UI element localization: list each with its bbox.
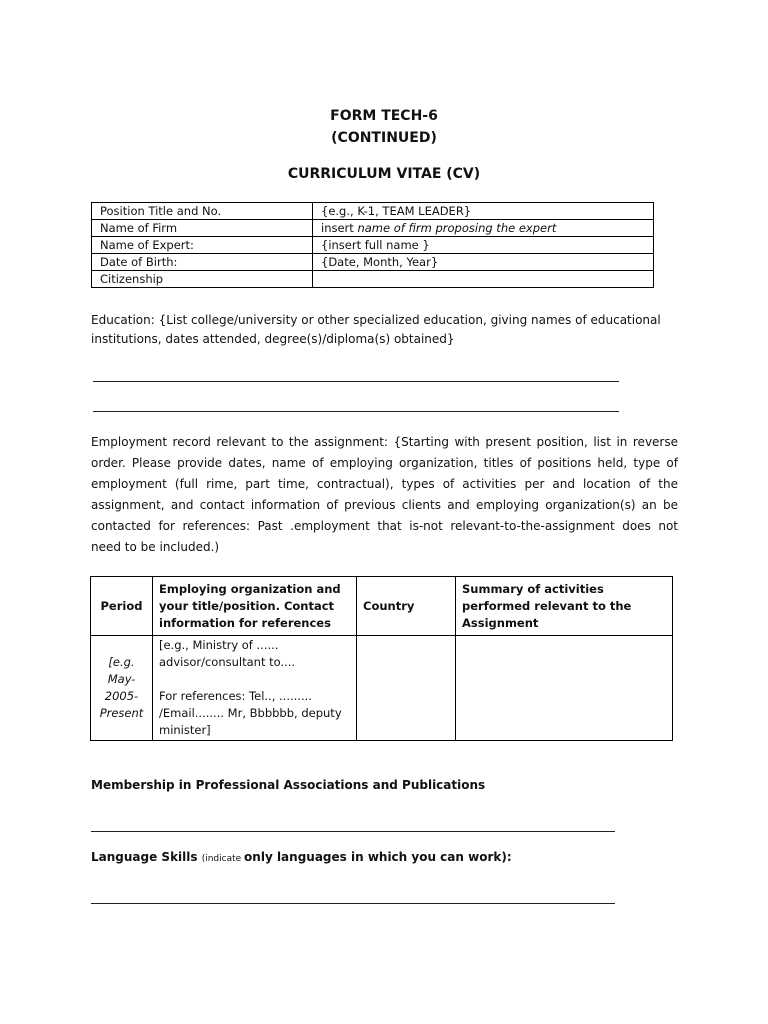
table-row [92,271,654,288]
summary-header: Summary of activities performed relevant to the Assignment [456,577,673,636]
summary-cell[interactable] [456,636,673,741]
employment-table [90,576,673,741]
membership-line[interactable] [91,831,615,832]
citizenship-label: Citizenship [92,271,313,288]
period-header: Period [91,577,153,636]
language-line[interactable] [91,903,615,904]
position-title-label: Position Title and No. [92,203,313,220]
country-header: Country [357,577,456,636]
birth-date-value[interactable]: {Date, Month, Year} [313,254,654,271]
table-row [92,203,654,220]
period-cell[interactable]: [e.g. May-2005-Present [91,636,153,741]
country-cell[interactable] [357,636,456,741]
table-row [92,254,654,271]
language-rest: only languages in which you can work): [244,850,512,864]
firm-name-hint: name of firm proposing the expert [357,221,557,235]
org-example-line-3: For references: Tel.., ......... [159,689,312,703]
language-heading [91,850,512,864]
form-id: FORM TECH-6 [330,108,438,124]
table-row [92,237,654,254]
table-header-row [91,577,673,636]
language-title: Language Skills [91,850,202,864]
expert-name-value[interactable]: {insert full name } [313,237,654,254]
birth-date-label: Date of Birth: [92,254,313,271]
education-instructions: Education: {List college/university or other specialized education, giving names of educational institutions, dates attended, degree(s)/diploma(s) obtained} [91,313,661,346]
language-indicate: (indicate [201,854,245,864]
personal-info-table [91,202,654,288]
org-example-line-1: [e.g., Ministry of ...... [159,638,279,652]
expert-name-label: Name of Expert: [92,237,313,254]
firm-name-value[interactable] [313,220,654,237]
organization-header: Employing organization and your title/position. Contact information for references [153,577,357,636]
org-example-line-2: advisor/consultant to.... [159,655,296,669]
firm-name-label: Name of Firm [92,220,313,237]
org-example-line-4: /Email........ Mr, Bbbbbb, deputy minister] [159,706,342,737]
position-title-value[interactable]: {e.g., K-1, TEAM LEADER} [313,203,654,220]
continued-label: (CONTINUED) [331,130,437,146]
table-row [91,636,673,741]
organization-cell[interactable] [153,636,357,741]
education-line-1[interactable] [93,381,619,382]
employment-instructions: Employment record relevant to the assignment: {Starting with present position, list in reverse order. Please provide dates, name of employing organization, titles of positions held, type of employment (full rime, part time, contractual), types of activities per and location of the assignment, and contact information of previous clients and employing organization(s) an be contacted for references: Past .employment that is-not relevant-to-the-assignment does not need to be included.) [91,435,678,554]
firm-name-prefix: insert [321,221,358,235]
education-line-2[interactable] [93,411,619,412]
citizenship-value[interactable] [313,271,654,288]
cv-title: CURRICULUM VITAE (CV) [287,166,481,182]
membership-heading: Membership in Professional Associations and Publications [91,778,486,792]
table-row [92,220,654,237]
